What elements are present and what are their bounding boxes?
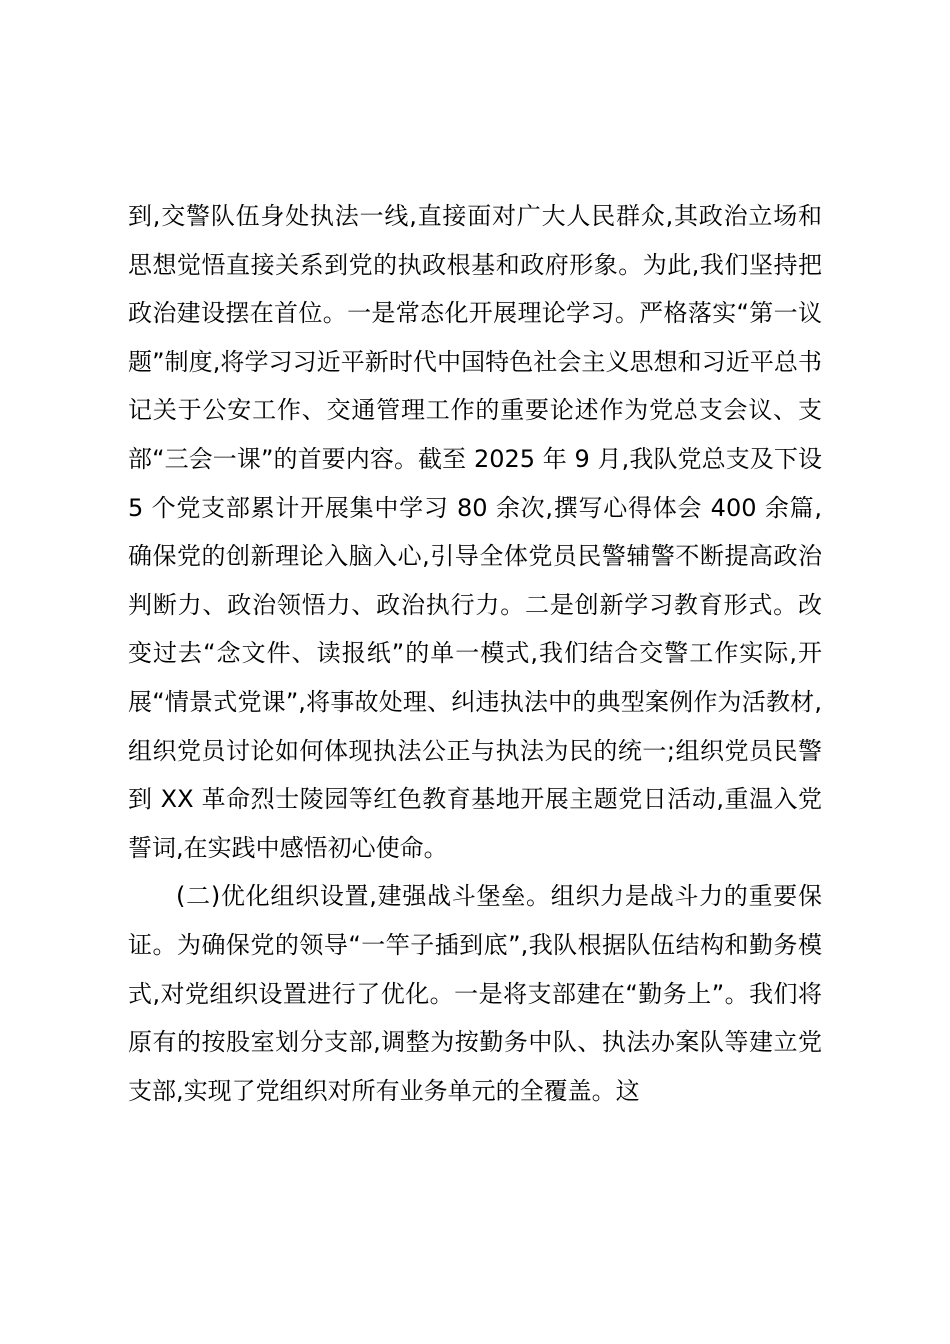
document-body [128, 192, 822, 1115]
paragraph-continued: 到,交警队伍身处执法一线,直接面对广大人民群众,其政治立场和思想觉悟直接关系到党的执政根基和政府形象。为此,我们坚持把政治建设摆在首位。一是常态化开展理论学习。严格落实“第一议题”制度,将学习习近平新时代中国特色社会主义思想和习近平总书记关于公安工作、交通管理工作的重要论述作为党总支会议、支部“三会一课”的首要内容。截至 2025 年 9 月,我队党总支及下设 5 个党支部累计开展集中学习 80 余次,撰写心得体会 400 余篇,确保党的创新理论入脑入心,引导全体党员民警辅警不断提高政治判断力、政治领悟力、政治执行力。二是创新学习教育形式。改变过去“念文件、读报纸”的单一模式,我们结合交警工作实际,开展“情景式党课”,将事故处理、纠违执法中的典型案例作为活教材,组织党员讨论如何体现执法公正与执法为民的统一;组织党员民警到 XX 革命烈士陵园等红色教育基地开展主题党日活动,重温入党誓词,在实践中感悟初心使命。 [128, 202, 822, 862]
paragraph-section-two: (二)优化组织设置,建强战斗堡垒。组织力是战斗力的重要保证。为确保党的领导“一竿子插到底”,我队根据队伍结构和勤务模式,对党组织设置进行了优化。一是将支部建在“勤务上”。我们将原有的按股室划分支部,调整为按勤务中队、执法办案队等建立党支部,实现了党组织对所有业务单元的全覆盖。这 [128, 882, 822, 1105]
